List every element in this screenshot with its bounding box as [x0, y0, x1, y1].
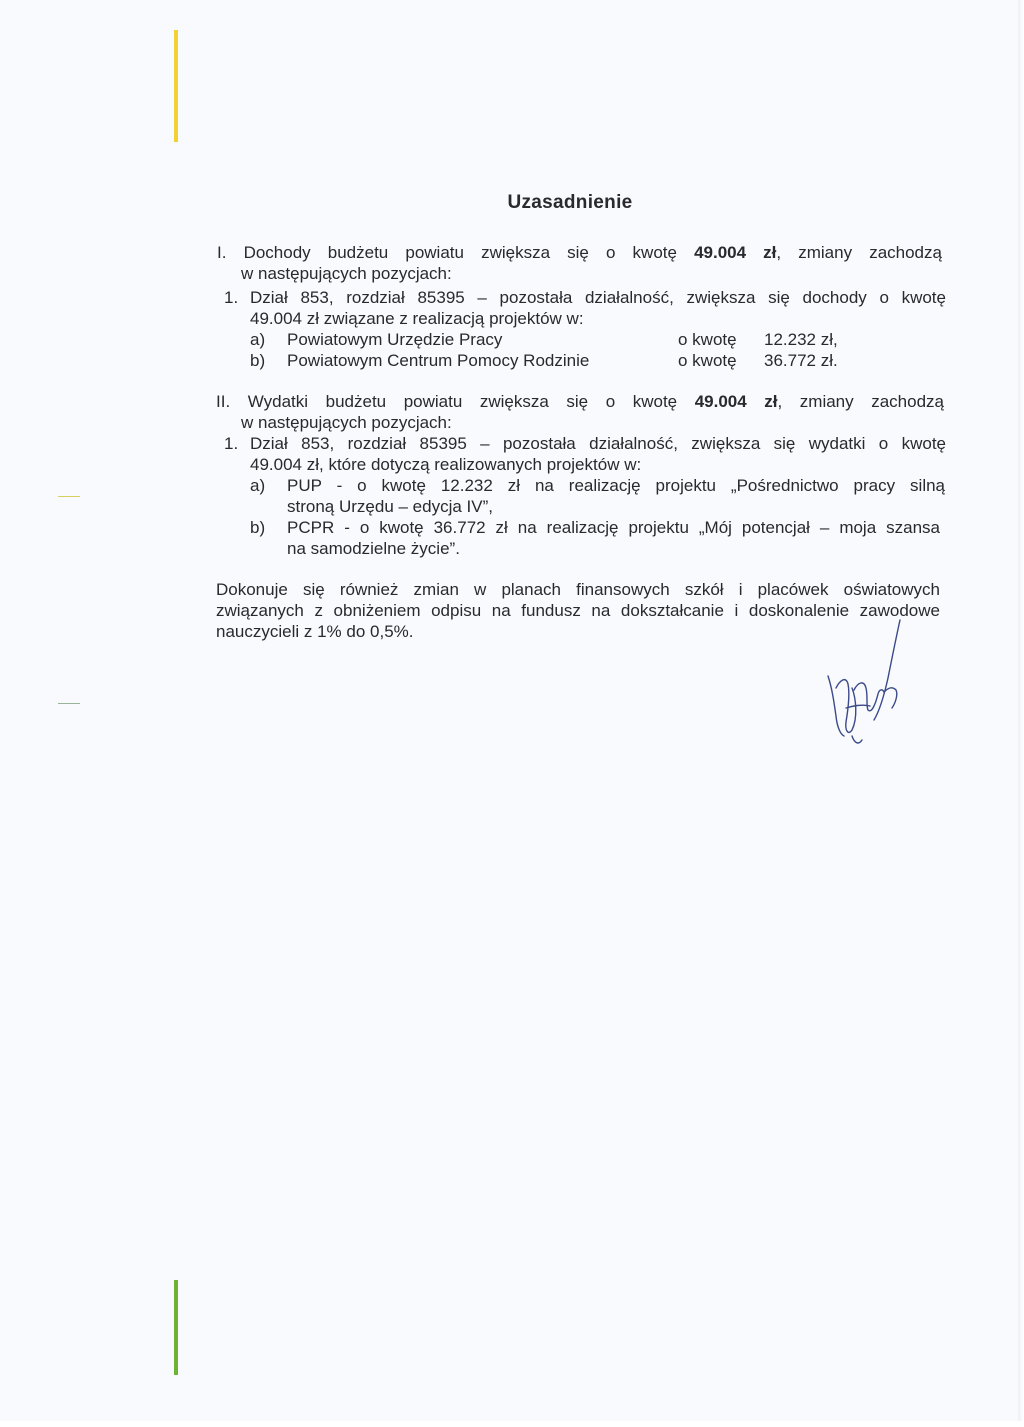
- section2-a-line1: PUP - o kwotę 12.232 zł na realizację projektu „Pośrednictwo pracy silną: [287, 476, 945, 495]
- closing-line2: związanych z obniżeniem odpisu na fundusz na dokształcanie i doskonalenie zawodowe: [216, 601, 940, 620]
- margin-tick: [58, 496, 80, 497]
- section2-item-number: 1.: [224, 434, 239, 453]
- section2-intro-text: Wydatki budżetu powiatu zwiększa się o kwotę: [247, 392, 678, 411]
- scan-edge: [0, 1421, 1024, 1427]
- section1-item-line1: Dział 853, rozdział 85395 – pozostała działalność, zwiększa się dochody o kwotę: [250, 288, 946, 307]
- scan-edge: [1018, 0, 1024, 1427]
- margin-marker-green: [174, 1280, 178, 1375]
- section1-intro-text: Dochody budżetu powiatu zwiększa się o kwotę: [243, 243, 677, 262]
- section2-item-line2: 49.004 zł, które dotyczą realizowanych projektów w:: [250, 455, 642, 474]
- section2-a-letter: a): [250, 476, 266, 495]
- section1-row-label: Powiatowym Centrum Pomocy Rodzinie: [287, 351, 590, 370]
- section2-intro: [216, 391, 944, 412]
- section2-numeral: II.: [216, 392, 231, 411]
- section1-item-line2: 49.004 zł związane z realizacją projektów w:: [250, 309, 584, 328]
- section1-row-kwote: o kwotę: [678, 330, 737, 349]
- section2-intro-end: , zmiany zachodzą: [777, 392, 944, 411]
- section1-numeral: I.: [217, 243, 227, 262]
- section2-amount: 49.004 zł: [694, 392, 778, 411]
- section1-row-label: Powiatowym Urzędzie Pracy: [287, 330, 503, 349]
- section1-row-letter: b): [250, 351, 266, 370]
- section2-item-line1: Dział 853, rozdział 85395 – pozostała działalność, zwiększa się wydatki o kwotę: [250, 434, 946, 453]
- section1-amount: 49.004 zł: [694, 243, 777, 262]
- margin-marker-yellow: [174, 30, 178, 142]
- section1-item-number: 1.: [224, 288, 239, 307]
- section1-row-value: 12.232 zł,: [764, 330, 838, 349]
- section1-intro: [217, 242, 942, 263]
- margin-tick: [58, 703, 80, 704]
- section2-b-letter: b): [250, 518, 266, 537]
- section1-intro-line2: w następujących pozycjach:: [241, 264, 452, 283]
- section2-a-line2: stroną Urzędu – edycja IV”,: [287, 497, 493, 516]
- section1-intro-end: , zmiany zachodzą: [776, 243, 942, 262]
- closing-line1: Dokonuje się również zmian w planach finansowych szkół i placówek oświatowych: [216, 580, 940, 599]
- section2-b-line1: PCPR - o kwotę 36.772 zł na realizację projektu „Mój potencjał – moja szansa: [287, 518, 940, 537]
- section1-row-value: 36.772 zł.: [764, 351, 838, 370]
- section2-intro-line2: w następujących pozycjach:: [241, 413, 452, 432]
- document-title: Uzasadnienie: [507, 192, 633, 213]
- closing-line3: nauczycieli z 1% do 0,5%.: [216, 622, 414, 641]
- section1-row-letter: a): [250, 330, 266, 349]
- handwritten-signature: [818, 618, 913, 748]
- section2-b-line2: na samodzielne życie”.: [287, 539, 460, 558]
- section1-row-kwote: o kwotę: [678, 351, 737, 370]
